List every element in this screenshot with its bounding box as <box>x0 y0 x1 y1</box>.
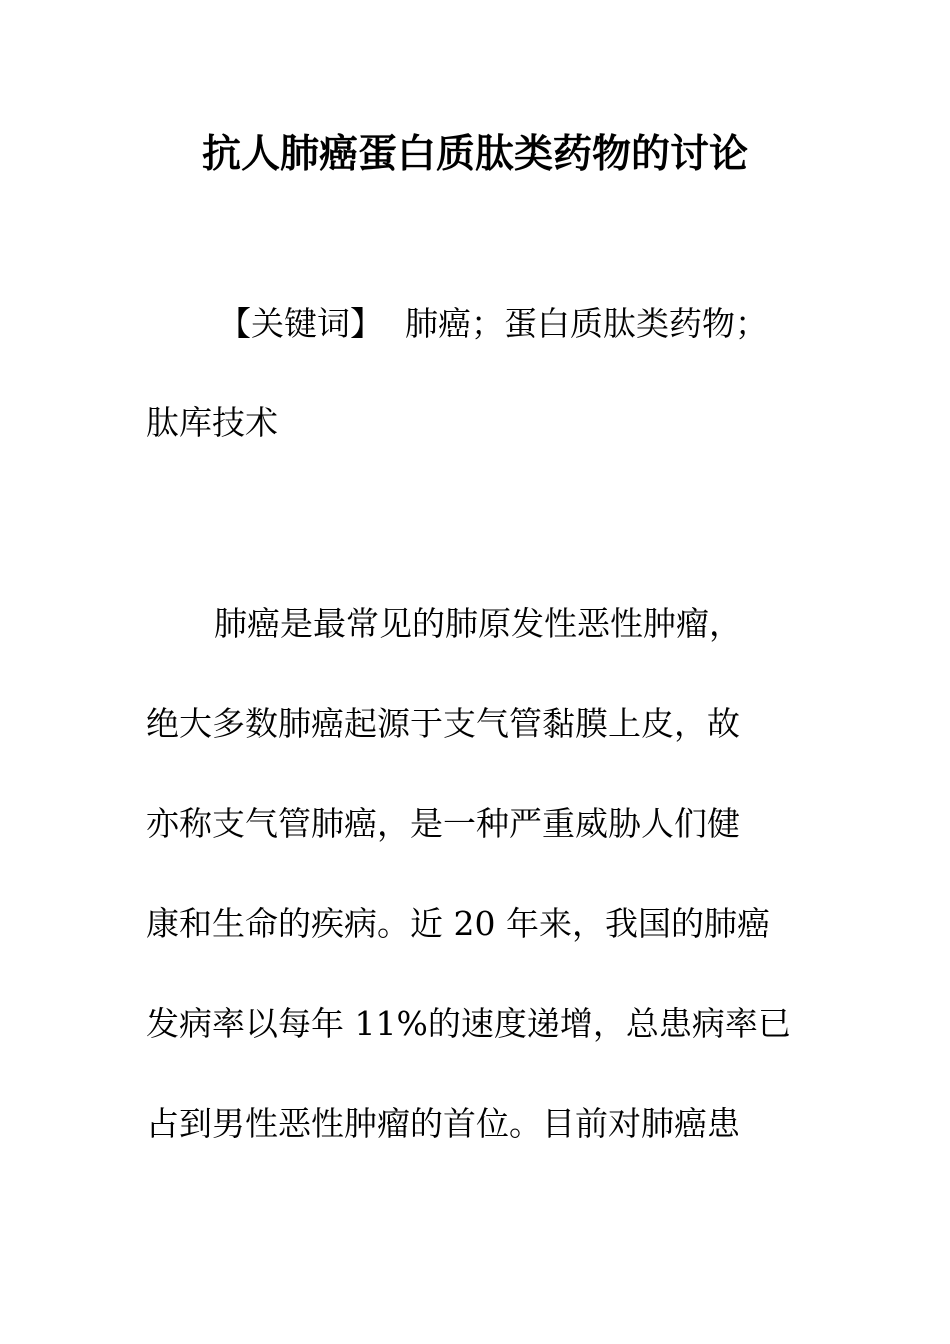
body-line-2: 绝大多数肺癌起源于支气管黏膜上皮，故 <box>146 704 740 743</box>
body-line-4: 康和生命的疾病。近 20 年来，我国的肺癌 <box>146 904 770 943</box>
body-line-1: 肺癌是最常见的肺原发性恶性肿瘤， <box>214 604 742 643</box>
body-line-6: 占到男性恶性肿瘤的首位。目前对肺癌患 <box>146 1104 740 1143</box>
keywords-line-1 <box>218 302 768 346</box>
keywords-text-1: 肺癌；蛋白质肽类药物； <box>405 304 768 343</box>
body-line-3: 亦称支气管肺癌，是一种严重威胁人们健 <box>146 804 740 843</box>
document-title: 抗人肺癌蛋白质肽类药物的讨论 <box>201 131 748 177</box>
keywords-line-2: 肽库技术 <box>146 403 278 442</box>
body-line-5: 发病率以每年 11%的速度递增，总患病率已 <box>146 1004 791 1043</box>
keywords-label: 【关键词】 <box>218 304 383 343</box>
